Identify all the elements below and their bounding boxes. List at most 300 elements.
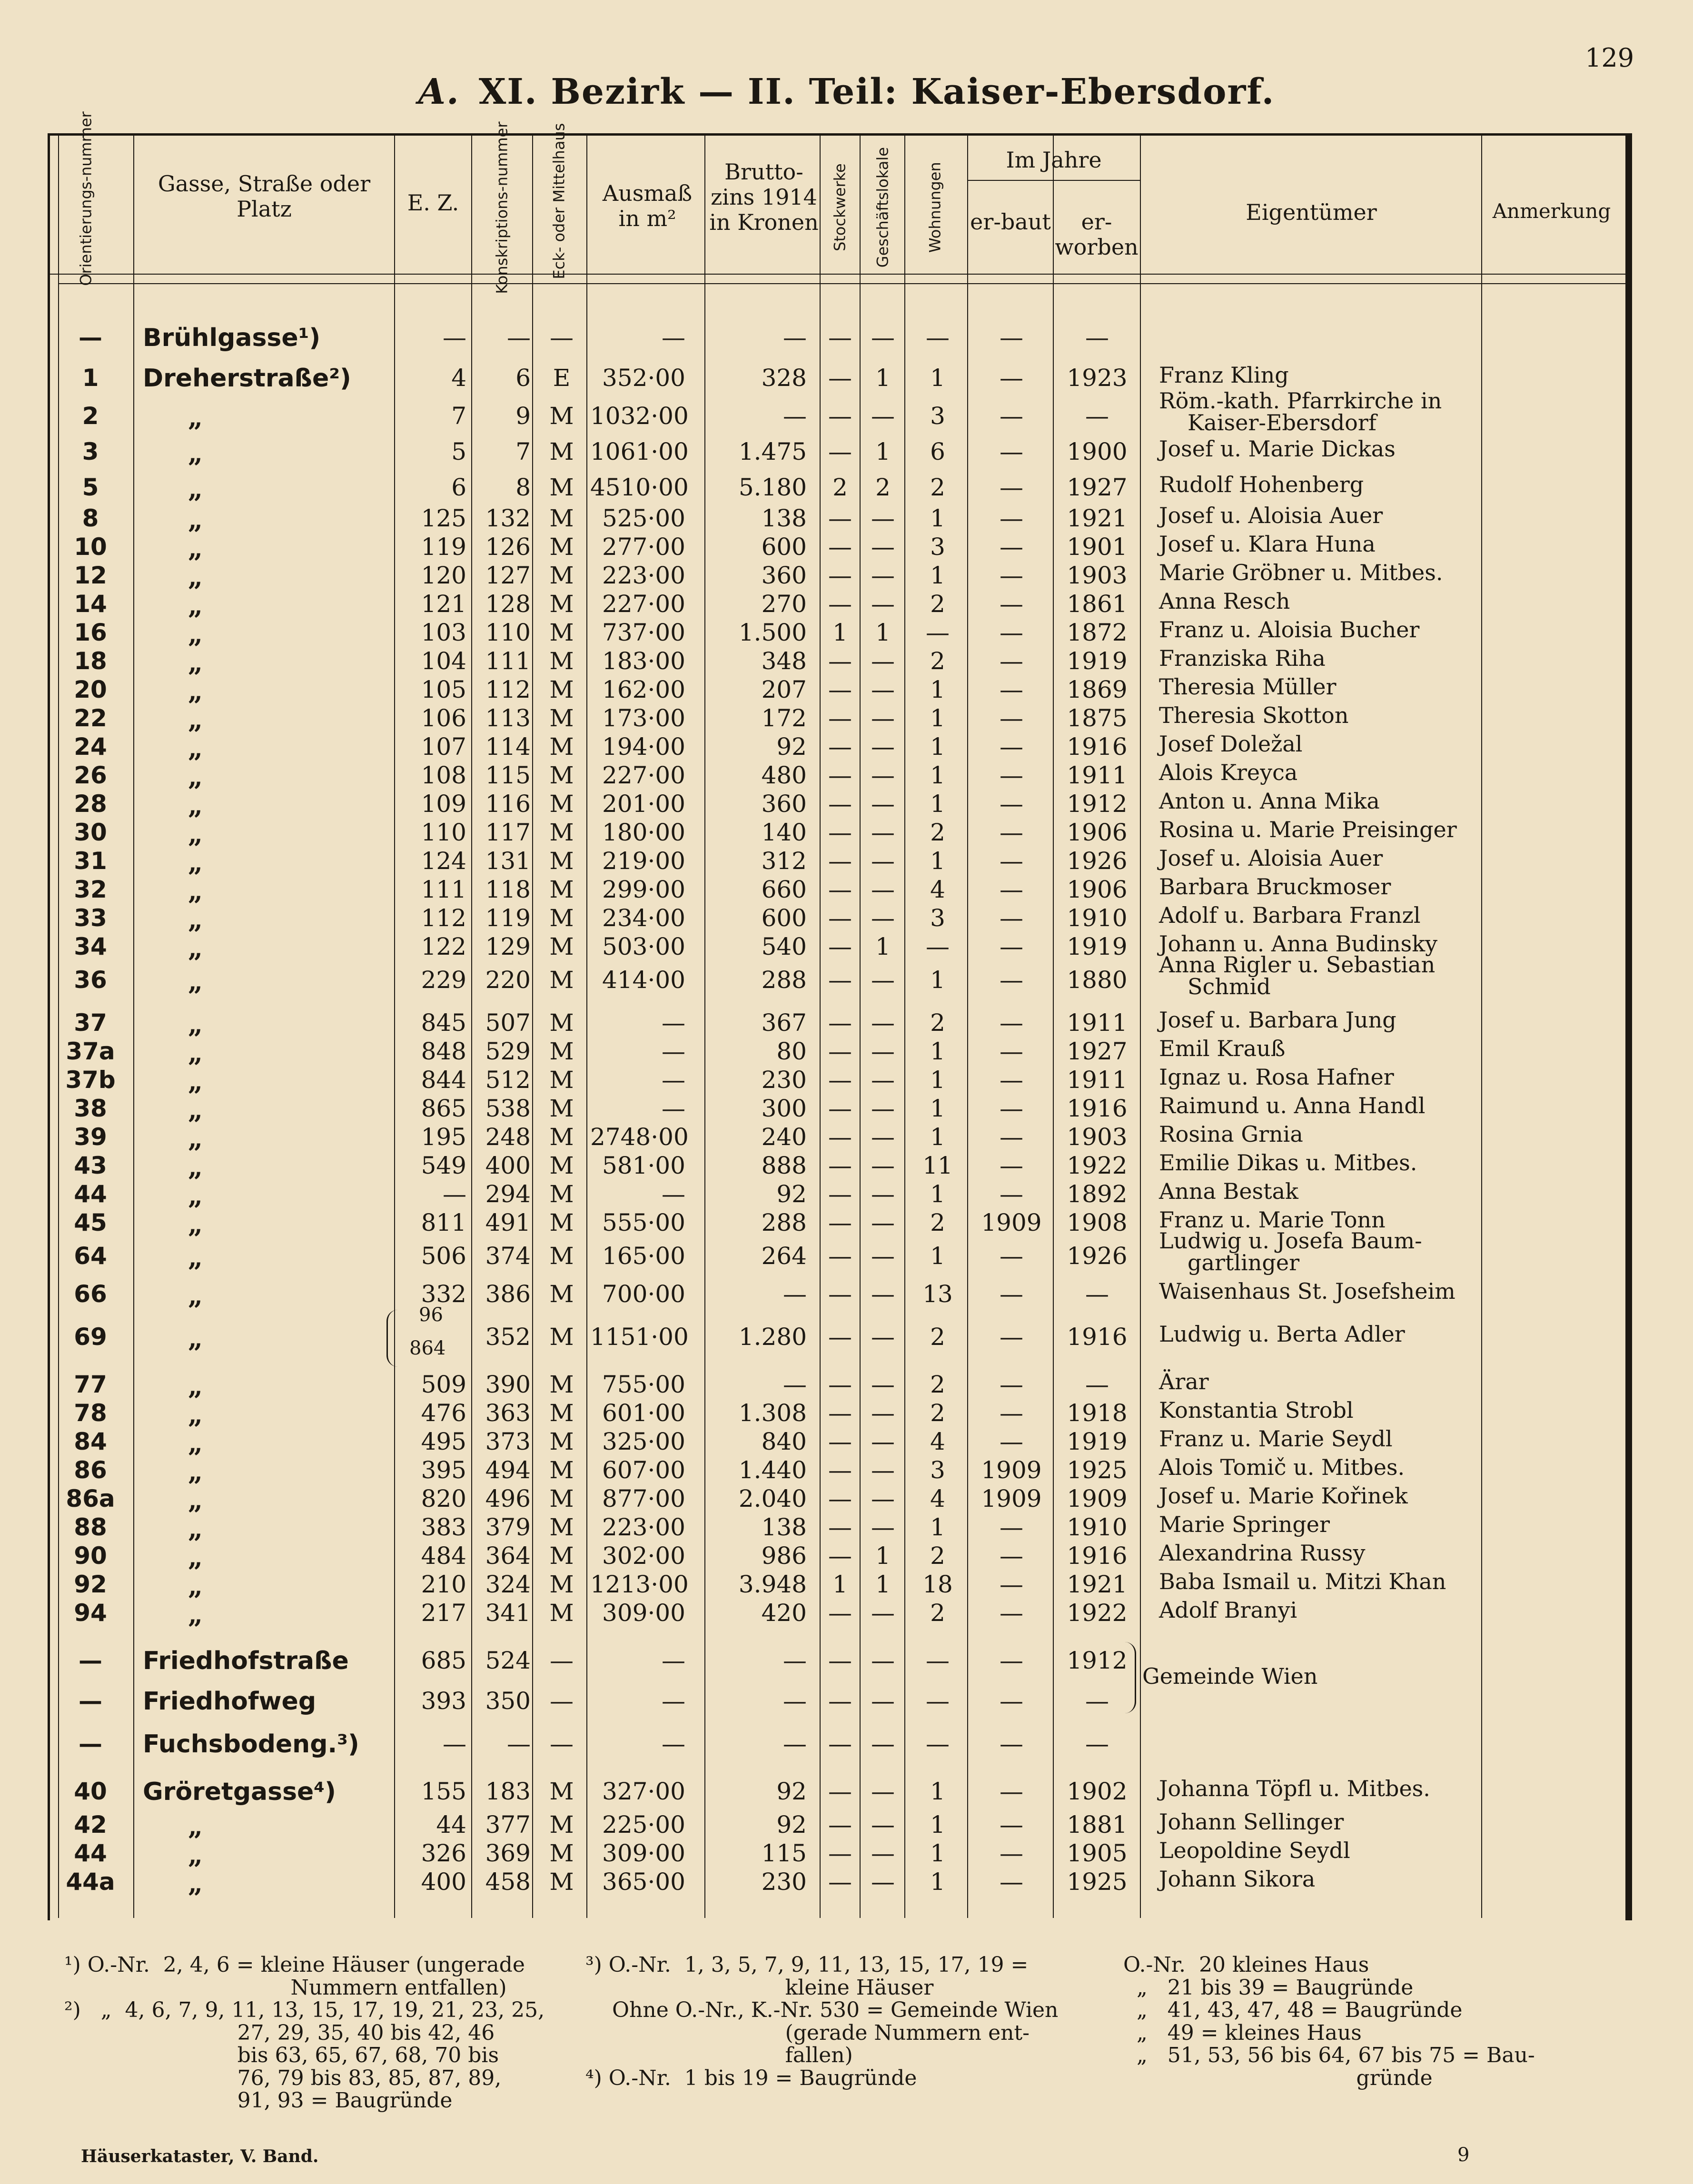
header-im-jahre: Im Jahre (1006, 147, 1102, 173)
cell-street: „ (188, 1811, 203, 1841)
cell-ez: 106 (421, 704, 466, 732)
col-divider (1053, 136, 1054, 1918)
cell-am: 525·00 (602, 504, 685, 532)
cell-sw: — (828, 1242, 852, 1270)
cell-kn: 115 (485, 761, 531, 789)
cell-sw: — (828, 1095, 852, 1122)
cell-bz: 360 (761, 562, 807, 589)
cell-em: M (549, 876, 574, 903)
cell-gl: — (871, 504, 895, 532)
cell-ez-a: 96 (419, 1304, 443, 1326)
cell-nr: 2 (82, 402, 99, 430)
cell-gl: — (871, 1066, 895, 1094)
cell-kn: 341 (485, 1599, 531, 1627)
cell-owner: Emilie Dikas u. Mitbes. (1159, 1150, 1417, 1176)
cell-sw: — (828, 1778, 852, 1805)
cell-bz: — (783, 1280, 807, 1308)
cell-eb: — (1000, 619, 1023, 646)
cell-em: M (549, 590, 574, 618)
cell-em: M (549, 1868, 574, 1896)
cell-kn: 7 (515, 438, 531, 465)
owner-line-2: gartlinger (1188, 1250, 1300, 1275)
cell-sw: — (828, 1371, 852, 1398)
cell-bz: 240 (761, 1123, 807, 1151)
cell-street: „ (188, 847, 203, 878)
cell-em: M (549, 1066, 574, 1094)
cell-owner: Franz Kling (1159, 362, 1289, 388)
cell-ez: 4 (451, 364, 466, 392)
cell-ez: 848 (421, 1038, 466, 1065)
cell-owner: Anna Bestak (1159, 1178, 1298, 1204)
cell-em: M (549, 1485, 574, 1512)
cell-street: „ (188, 1399, 203, 1430)
cell-em: M (549, 1839, 574, 1867)
cell-sw: — (828, 590, 852, 618)
cell-gl: — (871, 533, 895, 561)
cell-ez: 820 (421, 1485, 466, 1512)
col-divider (860, 136, 861, 1918)
cell-street: Gröretgasse⁴) (143, 1778, 336, 1806)
cell-bz: 92 (776, 1180, 807, 1208)
col-divider (904, 136, 905, 1918)
cell-nr: 69 (74, 1323, 107, 1351)
cell-wo: — (926, 1730, 950, 1758)
cell-eb: 1909 (981, 1209, 1042, 1236)
cell-owner: Alois Kreyca (1159, 760, 1298, 785)
cell-gl: — (871, 1485, 895, 1512)
cell-wo: 2 (930, 819, 945, 846)
cell-nr: 44 (74, 1839, 107, 1867)
cell-am: 201·00 (602, 790, 685, 818)
cell-em: M (549, 474, 574, 501)
cell-eb: — (1000, 647, 1023, 675)
cell-gl: — (871, 1513, 895, 1541)
cell-kn: 112 (485, 676, 531, 703)
cell-eb: — (1000, 1687, 1023, 1715)
cell-wo: 4 (930, 1428, 945, 1455)
cell-am: 1151·00 (590, 1323, 689, 1351)
cell-wo: 18 (922, 1571, 953, 1598)
cell-wo: 2 (930, 1599, 945, 1627)
cell-gl: — (871, 876, 895, 903)
cell-street: Brühlgasse¹) (143, 324, 321, 352)
cell-street: „ (188, 1868, 203, 1898)
cell-gl: — (871, 1778, 895, 1805)
cell-em: M (549, 647, 574, 675)
cell-eb: — (1000, 474, 1023, 501)
cell-wo: 1 (930, 1066, 945, 1094)
cell-bz: 92 (776, 1811, 807, 1838)
cell-ez: 155 (421, 1778, 466, 1805)
cell-bz: 660 (761, 876, 807, 903)
cell-ew: — (1085, 1280, 1109, 1308)
cell-bz: 5.180 (738, 474, 807, 501)
cell-ew: 1918 (1067, 1399, 1128, 1427)
cell-ez: 105 (421, 676, 466, 703)
cell-am: 503·00 (602, 933, 685, 960)
cell-bz: 2.040 (738, 1485, 807, 1512)
cell-ew: 1921 (1067, 504, 1128, 532)
cell-eb: 1909 (981, 1456, 1042, 1484)
cell-wo: 2 (930, 1323, 945, 1351)
cell-eb: — (1000, 402, 1023, 430)
cell-kn: 129 (485, 933, 531, 960)
owner-line-1: Röm.-kath. Pfarrkirche in (1159, 388, 1442, 414)
cell-kn: 524 (485, 1647, 531, 1674)
cell-owner: Josef u. Aloisia Auer (1159, 503, 1383, 528)
cell-sw: — (828, 1209, 852, 1236)
cell-owner: Josef u. Aloisia Auer (1159, 845, 1383, 871)
cell-nr: — (79, 324, 102, 351)
cell-street: Friedhofweg (143, 1687, 317, 1716)
cell-em: M (549, 1456, 574, 1484)
cell-nr: 34 (74, 933, 107, 960)
cell-wo: 1 (930, 364, 945, 392)
cell-em: M (549, 562, 574, 589)
cell-street: „ (188, 1599, 203, 1630)
cell-street: „ (188, 1371, 203, 1401)
cell-sw: — (828, 1428, 852, 1455)
cell-nr: 30 (74, 819, 107, 846)
cell-am: 555·00 (602, 1209, 685, 1236)
cell-am: 225·00 (602, 1811, 685, 1838)
cell-owner: Raimund u. Anna Handl (1159, 1093, 1426, 1118)
cell-bz: 138 (761, 1513, 807, 1541)
cell-street: „ (188, 876, 203, 906)
cell-owner: Rosina u. Marie Preisinger (1159, 817, 1457, 842)
cell-owner: Theresia Skotton (1159, 702, 1349, 728)
cell-am: 2748·00 (590, 1123, 689, 1151)
cell-kn: — (507, 1730, 531, 1758)
cell-bz: 600 (761, 533, 807, 561)
cell-wo: — (926, 619, 950, 646)
cell-kn: 113 (485, 704, 531, 732)
cell-am: — (662, 1009, 685, 1037)
cell-ew: 1925 (1067, 1456, 1128, 1484)
col-divider (586, 136, 587, 1918)
cell-ew: 1903 (1067, 1123, 1128, 1151)
cell-wo: 2 (930, 1009, 945, 1037)
cell-ew: 1912 (1067, 790, 1128, 818)
cell-em: M (549, 1280, 574, 1308)
cell-em: M (549, 1811, 574, 1838)
cell-eb: — (1000, 438, 1023, 465)
cell-em: M (549, 1323, 574, 1351)
cell-em: — (550, 324, 574, 351)
cell-ew: 1906 (1067, 819, 1128, 846)
cell-kn: 374 (485, 1242, 531, 1270)
cell-owner: Alois Tomič u. Mitbes. (1159, 1454, 1405, 1480)
cell-ez: — (443, 324, 466, 351)
cell-ez: 844 (421, 1066, 466, 1094)
cell-ew: — (1085, 324, 1109, 351)
cell-em: M (549, 1778, 574, 1805)
cell-ez: 217 (421, 1599, 466, 1627)
cell-kn: 114 (485, 733, 531, 761)
cell-kn: 324 (485, 1571, 531, 1598)
header-gasse: Gasse, Straße oder Platz (158, 171, 371, 222)
cell-wo: — (926, 324, 950, 351)
cell-street: „ (188, 402, 203, 433)
cell-eb: — (1000, 733, 1023, 761)
cell-kn: 379 (485, 1513, 531, 1541)
cell-am: 1032·00 (590, 402, 689, 430)
cell-gl: 1 (875, 438, 891, 465)
cell-kn: 512 (485, 1066, 531, 1094)
cell-am: — (662, 1095, 685, 1122)
cell-eb: — (1000, 324, 1023, 351)
cell-eb: — (1000, 704, 1023, 732)
cell-street: „ (188, 676, 203, 706)
header-erbaut: er-baut (970, 209, 1051, 235)
cell-gl: — (871, 1868, 895, 1896)
cell-sw: — (828, 438, 852, 465)
cell-am: — (662, 1687, 685, 1715)
cell-wo: 1 (930, 1513, 945, 1541)
cell-nr: 42 (74, 1811, 107, 1838)
cell-ez: 484 (421, 1542, 466, 1570)
cell-em: M (549, 533, 574, 561)
cell-bz: 92 (776, 733, 807, 761)
cell-am: 327·00 (602, 1778, 685, 1805)
cell-kn: 363 (485, 1399, 531, 1427)
cell-street: „ (188, 1485, 203, 1515)
cell-ew: 1922 (1067, 1152, 1128, 1179)
cell-am: 607·00 (602, 1456, 685, 1484)
cell-eb: — (1000, 1428, 1023, 1455)
cell-owner: Ludwig u. Berta Adler (1159, 1321, 1405, 1347)
cell-street: „ (188, 1571, 203, 1601)
cell-bz: 312 (761, 847, 807, 875)
cell-sw: — (828, 1542, 852, 1570)
cell-em: M (549, 761, 574, 789)
cell-wo: 1 (930, 1868, 945, 1896)
cell-gl: — (871, 1123, 895, 1151)
footnotes-col2: ³) O.-Nr. 1, 3, 5, 7, 9, 11, 13, 15, 17, 19 = kleine Häuser Ohne O.-Nr., K.-Nr. 530 = Gemeinde Wien (gerade Nummern ent- fallen) ⁴) O.-Nr. 1 bis 19 = Baugründe (585, 1953, 1059, 2090)
cell-street: „ (188, 533, 203, 563)
cell-sw: — (828, 647, 852, 675)
cell-gl: — (871, 966, 895, 994)
cell-am: 309·00 (602, 1599, 685, 1627)
cell-gl: — (871, 1456, 895, 1484)
cell-ez: 845 (421, 1009, 466, 1037)
cell-owner: Josef Doležal (1159, 731, 1303, 757)
cell-em: M (549, 1599, 574, 1627)
cell-eb: — (1000, 761, 1023, 789)
cell-wo: 2 (930, 647, 945, 675)
cell-wo: 2 (930, 590, 945, 618)
cell-street: „ (188, 904, 203, 935)
cell-ez: 6 (451, 474, 466, 501)
gemeinde-wien: Gemeinde Wien (1142, 1663, 1318, 1689)
cell-owner: Franz u. Aloisia Bucher (1159, 617, 1420, 642)
cell-sw: — (828, 790, 852, 818)
cell-kn: 390 (485, 1371, 531, 1398)
cell-wo: 2 (930, 1371, 945, 1398)
cell-eb: — (1000, 1542, 1023, 1570)
cell-nr: 44 (74, 1180, 107, 1208)
cell-ew: 1916 (1067, 1323, 1128, 1351)
col-divider (133, 136, 134, 1918)
cell-em: M (549, 904, 574, 932)
cell-ew: — (1085, 1687, 1109, 1715)
owner-line-1: Ludwig u. Josefa Baum- (1159, 1228, 1422, 1254)
cell-gl: 1 (875, 364, 891, 392)
cell-sw: — (828, 562, 852, 589)
cell-gl: — (871, 761, 895, 789)
cell-eb: — (1000, 1123, 1023, 1151)
cell-owner: Adolf u. Barbara Franzl (1159, 902, 1421, 928)
cell-ew: — (1085, 402, 1109, 430)
header-ez: E. Z. (407, 190, 459, 216)
cell-ez-b: 864 (409, 1337, 446, 1359)
cell-street: „ (188, 647, 203, 678)
cell-street: „ (188, 1152, 203, 1182)
cell-wo: 1 (930, 1242, 945, 1270)
cell-gl: 1 (875, 933, 891, 960)
cell-ew: 1910 (1067, 1513, 1128, 1541)
cell-am: 173·00 (602, 704, 685, 732)
header-bruttozins: Brutto-zins 1914 in Kronen (709, 159, 819, 235)
cell-wo: 2 (930, 1209, 945, 1236)
cell-sw: — (828, 904, 852, 932)
cell-ez: 122 (421, 933, 466, 960)
cell-ez: 506 (421, 1242, 466, 1270)
cell-kn: 458 (485, 1868, 531, 1896)
cell-em: M (549, 438, 574, 465)
cell-wo: 4 (930, 1485, 945, 1512)
cell-sw: — (828, 1038, 852, 1065)
cell-ew: 1916 (1067, 733, 1128, 761)
cell-em: M (549, 676, 574, 703)
cell-kn: 110 (485, 619, 531, 646)
cell-street: Fuchsbodeng.³) (143, 1730, 359, 1759)
cell-gl: — (871, 1242, 895, 1270)
cell-owner: Josef u. Barbara Jung (1159, 1007, 1396, 1033)
cell-street: „ (188, 1513, 203, 1544)
cell-am: 1061·00 (590, 438, 689, 465)
cell-sw: — (828, 933, 852, 960)
cell-bz: 348 (761, 647, 807, 675)
cell-gl: — (871, 847, 895, 875)
cell-ez: 107 (421, 733, 466, 761)
cell-am: 352·00 (602, 364, 685, 392)
cell-sw: — (828, 847, 852, 875)
cell-sw: — (828, 1687, 852, 1715)
cell-em: M (549, 1123, 574, 1151)
cell-em: M (549, 1152, 574, 1179)
cell-eb: — (1000, 1839, 1023, 1867)
cell-wo: 1 (930, 1095, 945, 1122)
cell-wo: 3 (930, 533, 945, 561)
cell-owner: Rudolf Hohenberg (1159, 472, 1364, 497)
cell-em: M (549, 1009, 574, 1037)
cell-sw: — (828, 819, 852, 846)
cell-gl: 1 (875, 1571, 891, 1598)
col-divider (1481, 136, 1482, 1918)
cell-ew: 1861 (1067, 590, 1128, 618)
cell-street: „ (188, 1242, 203, 1273)
cell-eb: 1909 (981, 1485, 1042, 1512)
cell-em: M (549, 1038, 574, 1065)
cell-am: 219·00 (602, 847, 685, 875)
cell-street: „ (188, 474, 203, 504)
cell-nr: 77 (74, 1371, 107, 1398)
cell-owner: Ärar (1159, 1369, 1209, 1394)
cell-em: M (549, 1513, 574, 1541)
cell-ew: 1906 (1067, 876, 1128, 903)
cell-ew: 1926 (1067, 1242, 1128, 1270)
cell-eb: — (1000, 1730, 1023, 1758)
cell-ew: 1872 (1067, 619, 1128, 646)
cell-street: „ (188, 1180, 203, 1211)
cell-eb: — (1000, 533, 1023, 561)
cell-nr: 64 (74, 1242, 107, 1270)
cell-eb: — (1000, 1399, 1023, 1427)
cell-ez: 393 (421, 1687, 466, 1715)
cell-bz: 80 (776, 1038, 807, 1065)
cell-ez: 476 (421, 1399, 466, 1427)
cell-owner: Konstantia Strobl (1159, 1397, 1354, 1423)
cell-eb: — (1000, 1571, 1023, 1598)
cell-kn: 364 (485, 1542, 531, 1570)
cell-bz: 540 (761, 933, 807, 960)
cell-sw: — (828, 1323, 852, 1351)
cell-gl: — (871, 1009, 895, 1037)
footer-left: Häuserkataster, V. Band. (81, 2146, 319, 2166)
cell-nr: 14 (74, 590, 107, 618)
cell-street: „ (188, 1066, 203, 1097)
cell-kn: 529 (485, 1038, 531, 1065)
cell-am: 737·00 (602, 619, 685, 646)
cell-gl: — (871, 562, 895, 589)
cell-wo: 1 (930, 761, 945, 789)
cell-nr: 38 (74, 1095, 107, 1122)
cell-am: 165·00 (602, 1242, 685, 1270)
cell-owner: Josef u. Marie Kořinek (1159, 1483, 1408, 1509)
cell-eb: — (1000, 1647, 1023, 1674)
cell-ew: 1916 (1067, 1542, 1128, 1570)
cell-gl: — (871, 1839, 895, 1867)
cell-am: 227·00 (602, 761, 685, 789)
cell-nr: 24 (74, 733, 107, 761)
cell-bz: 480 (761, 761, 807, 789)
cell-sw: 2 (832, 474, 848, 501)
cell-sw: — (828, 1009, 852, 1037)
cell-am: 365·00 (602, 1868, 685, 1896)
cell-em: M (549, 504, 574, 532)
cell-owner: Marie Springer (1159, 1512, 1330, 1537)
cell-ez: 509 (421, 1371, 466, 1398)
cell-gl: 1 (875, 619, 891, 646)
cell-ew: 1925 (1067, 1868, 1128, 1896)
cell-gl: — (871, 1647, 895, 1674)
ez-brace (386, 1310, 399, 1367)
cell-gl: — (871, 1687, 895, 1715)
cell-am: 309·00 (602, 1839, 685, 1867)
cell-eb: — (1000, 790, 1023, 818)
cell-owner: Johann Sikora (1159, 1866, 1316, 1892)
cell-bz: 300 (761, 1095, 807, 1122)
cell-kn: 369 (485, 1839, 531, 1867)
cell-sw: — (828, 1839, 852, 1867)
cell-eb: — (1000, 1038, 1023, 1065)
cell-ew: 1911 (1067, 1009, 1128, 1037)
col-divider (1140, 136, 1141, 1918)
cell-kn: 9 (515, 402, 531, 430)
cell-eb: — (1000, 364, 1023, 392)
cell-wo: 1 (930, 966, 945, 994)
